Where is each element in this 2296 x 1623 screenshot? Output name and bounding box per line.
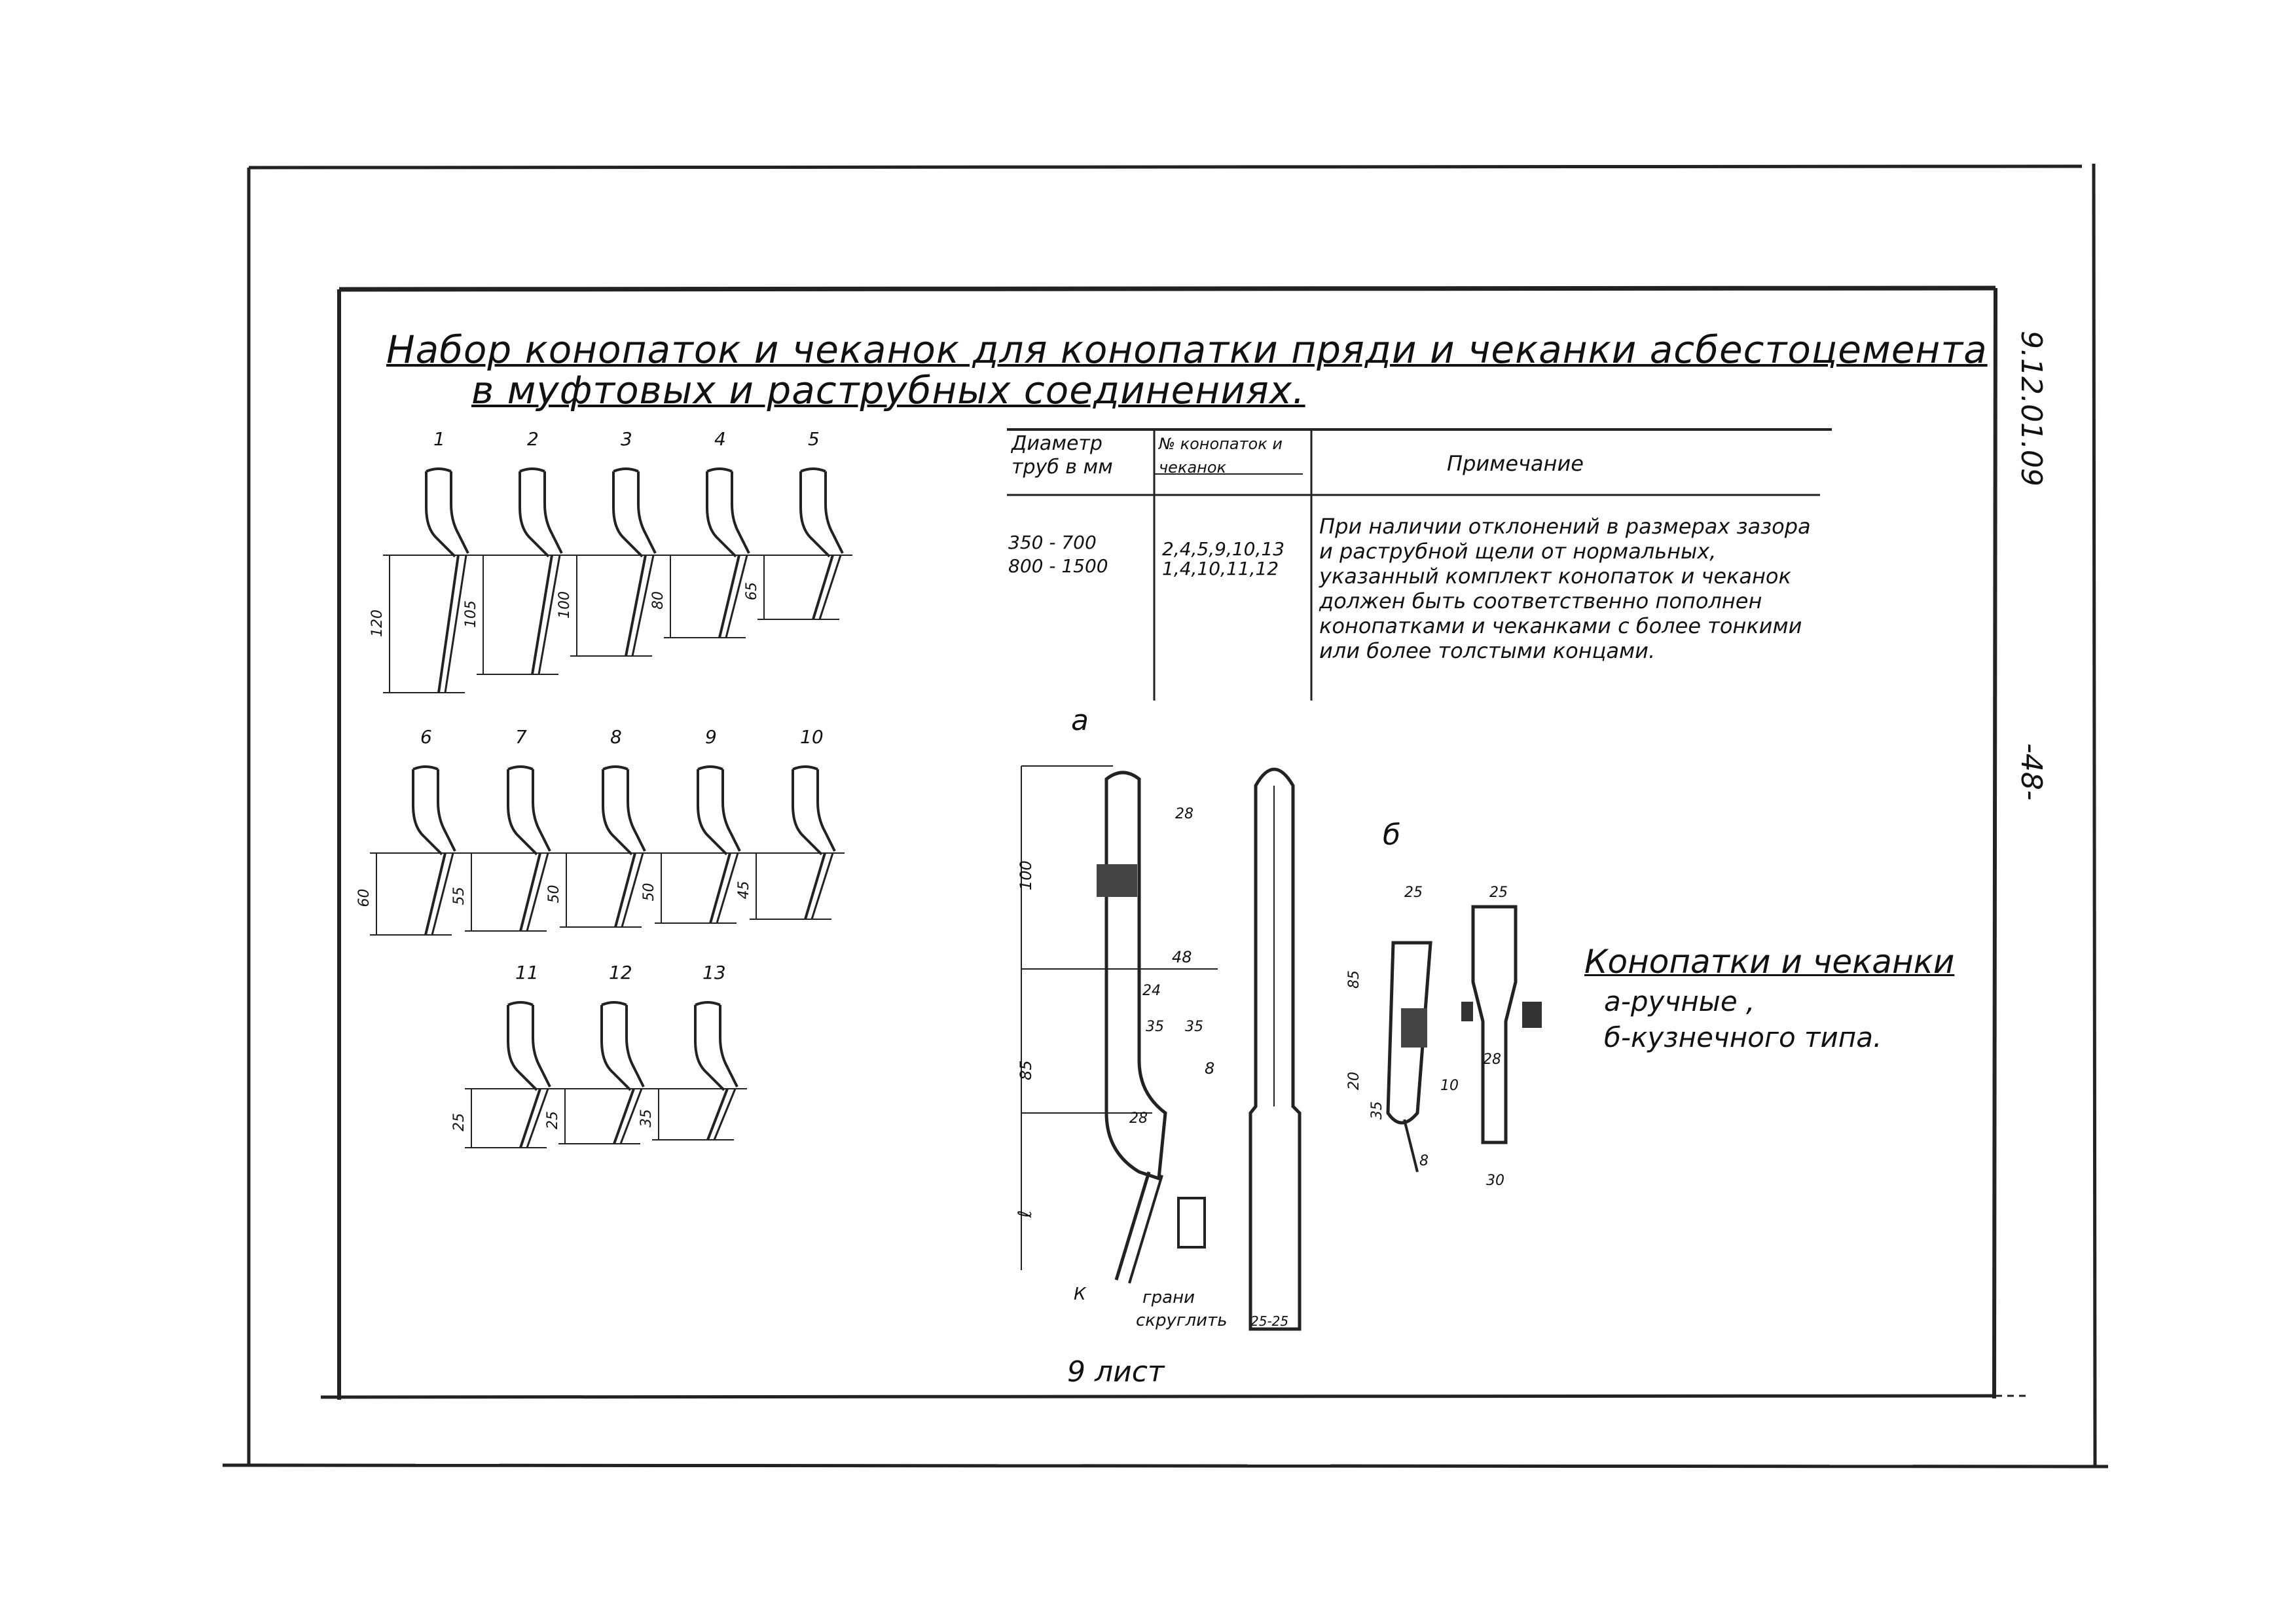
detail-b-section: [1401, 1008, 1427, 1048]
tool-1-number: 1: [433, 428, 445, 450]
detail-a-dim-48-label: 48: [1172, 948, 1192, 966]
tool-2-number: 2: [527, 428, 539, 450]
detail-a-dim-l: ℓ: [1014, 1210, 1036, 1218]
legend-item-b: б-кузнечного типа.: [1604, 1021, 1882, 1053]
tool-5-shank: [801, 469, 843, 556]
detail-a-dim-k: К: [1074, 1285, 1086, 1304]
tool-2-shank: [520, 469, 562, 556]
detail-a-dim-24: 24: [1142, 983, 1161, 999]
detail-a-dim-28b: 28: [1129, 1110, 1148, 1127]
tool-10-dim-value: 45: [736, 881, 752, 900]
detail-a-faces: грани: [1142, 1288, 1195, 1307]
tool-6-number: 6: [420, 726, 432, 748]
detail-a-dim-8: 8: [1205, 1059, 1215, 1078]
tool-13-dim-value: 35: [638, 1109, 655, 1127]
table-header-note: Примечание: [1447, 451, 1584, 476]
tool-9-number: 9: [705, 726, 717, 748]
sheet-footer: 9 лист: [1067, 1355, 1165, 1389]
document-title-line-2: в муфтовых и раструбных соединениях.: [471, 368, 1305, 412]
tool-6-dim-value: 60: [356, 888, 373, 907]
tool-8-number: 8: [610, 726, 622, 748]
detail-a-dim-35b: 35: [1185, 1019, 1203, 1035]
detail-a-sideview: [1250, 769, 1300, 1329]
tool-12-number: 12: [609, 962, 632, 983]
detail-b-dim-8: 8: [1419, 1153, 1429, 1169]
detail-b-lug-right: [1522, 1002, 1542, 1028]
tool-13-number: 13: [702, 962, 726, 983]
table-row-2-numbers: 1,4,10,11,12: [1162, 558, 1279, 579]
tool-5-number: 5: [808, 428, 820, 450]
tool-12-shank: [602, 1002, 644, 1090]
detail-b-dim-25b: 25: [1489, 884, 1508, 901]
detail-a-dim-25: 25-25: [1250, 1313, 1289, 1329]
tool-5-dim-value: 65: [744, 582, 760, 600]
table-row-1-numbers: 2,4,5,9,10,13: [1162, 538, 1285, 560]
tool-4-number: 4: [714, 428, 726, 450]
detail-b-dim-20: 20: [1346, 1072, 1362, 1090]
detail-a-tip: [1178, 1198, 1205, 1247]
tool-12-dim-value: 25: [545, 1111, 561, 1129]
detail-a-label: а: [1071, 704, 1089, 737]
tool-3-number: 3: [621, 428, 632, 450]
detail-b-dim-10: 10: [1440, 1078, 1459, 1094]
tool-11-dim-value: 25: [451, 1113, 467, 1131]
tool-11-shank: [508, 1002, 550, 1090]
detail-a-dim-85-label: 85: [1017, 1060, 1035, 1080]
tool-7-dim-value: 55: [451, 886, 467, 905]
tool-8-shank: [603, 767, 645, 854]
detail-a-dim-100: 100: [1017, 860, 1035, 890]
table-header-diameter: Диаметр труб в мм: [1011, 432, 1113, 479]
detail-a-dim-35: 35: [1146, 1019, 1164, 1035]
tool-10-number: 10: [800, 726, 824, 748]
detail-b-dim-85: 85: [1346, 970, 1362, 989]
detail-b-sideview: [1473, 907, 1516, 1142]
tool-8-dim-value: 50: [546, 884, 562, 903]
detail-b-dim-30: 30: [1486, 1173, 1504, 1189]
detail-a-blade-edge: [1129, 1175, 1162, 1283]
tool-3-dim-value: 100: [556, 591, 573, 619]
table-header-numbers: № конопаток и чеканок: [1159, 435, 1283, 477]
detail-a-section: [1097, 864, 1137, 897]
legend-item-a: а-ручные ,: [1604, 985, 1755, 1017]
table-row-1-diameter: 350 - 700: [1008, 532, 1097, 553]
tool-7-shank: [508, 767, 550, 854]
legend-title: Конопатки и чеканки: [1584, 943, 1955, 981]
tool-1-shank: [426, 469, 468, 556]
tool-9-dim-value: 50: [641, 883, 657, 902]
tool-11-number: 11: [515, 962, 539, 983]
detail-b-dim-28: 28: [1483, 1051, 1501, 1068]
detail-a-blade: [1116, 1172, 1149, 1280]
tool-1-dim-value: 120: [369, 610, 386, 637]
detail-a-dim-28: 28: [1175, 806, 1194, 822]
detail-b-blade: [1404, 1120, 1417, 1172]
tool-4-dim-value: 80: [650, 591, 666, 610]
tool-7-number: 7: [515, 726, 527, 748]
table-note: При наличии отклонений в размерах зазора и раструбной щели от нормальных, указанный комплект конопаток и чеканок должен быть соответственно пополнен конопатками и чеканками с более тонкими или более толстыми концами.: [1319, 514, 1811, 663]
table-row-2-diameter: 800 - 1500: [1008, 555, 1108, 577]
page-number: -48-: [2014, 743, 2048, 801]
tool-4-shank: [707, 469, 749, 556]
tool-6-shank: [413, 767, 455, 854]
tool-9-shank: [698, 767, 740, 854]
document-title-line-1: Набор конопаток и чеканок для конопатки пряди и чеканки асбестоцемента: [386, 327, 1988, 372]
detail-b-label: б: [1383, 818, 1401, 852]
detail-b-dim-25: 25: [1404, 884, 1423, 901]
detail-a-round: скруглить: [1136, 1311, 1228, 1330]
tool-13-shank: [695, 1002, 737, 1090]
detail-b-lug-left: [1461, 1002, 1473, 1021]
tool-3-shank: [613, 469, 655, 556]
tool-2-dim-value: 105: [463, 600, 479, 628]
detail-b-dim-35: 35: [1369, 1101, 1385, 1120]
tool-10-shank: [793, 767, 835, 854]
document-code: 9.12.01.09: [2014, 331, 2048, 486]
